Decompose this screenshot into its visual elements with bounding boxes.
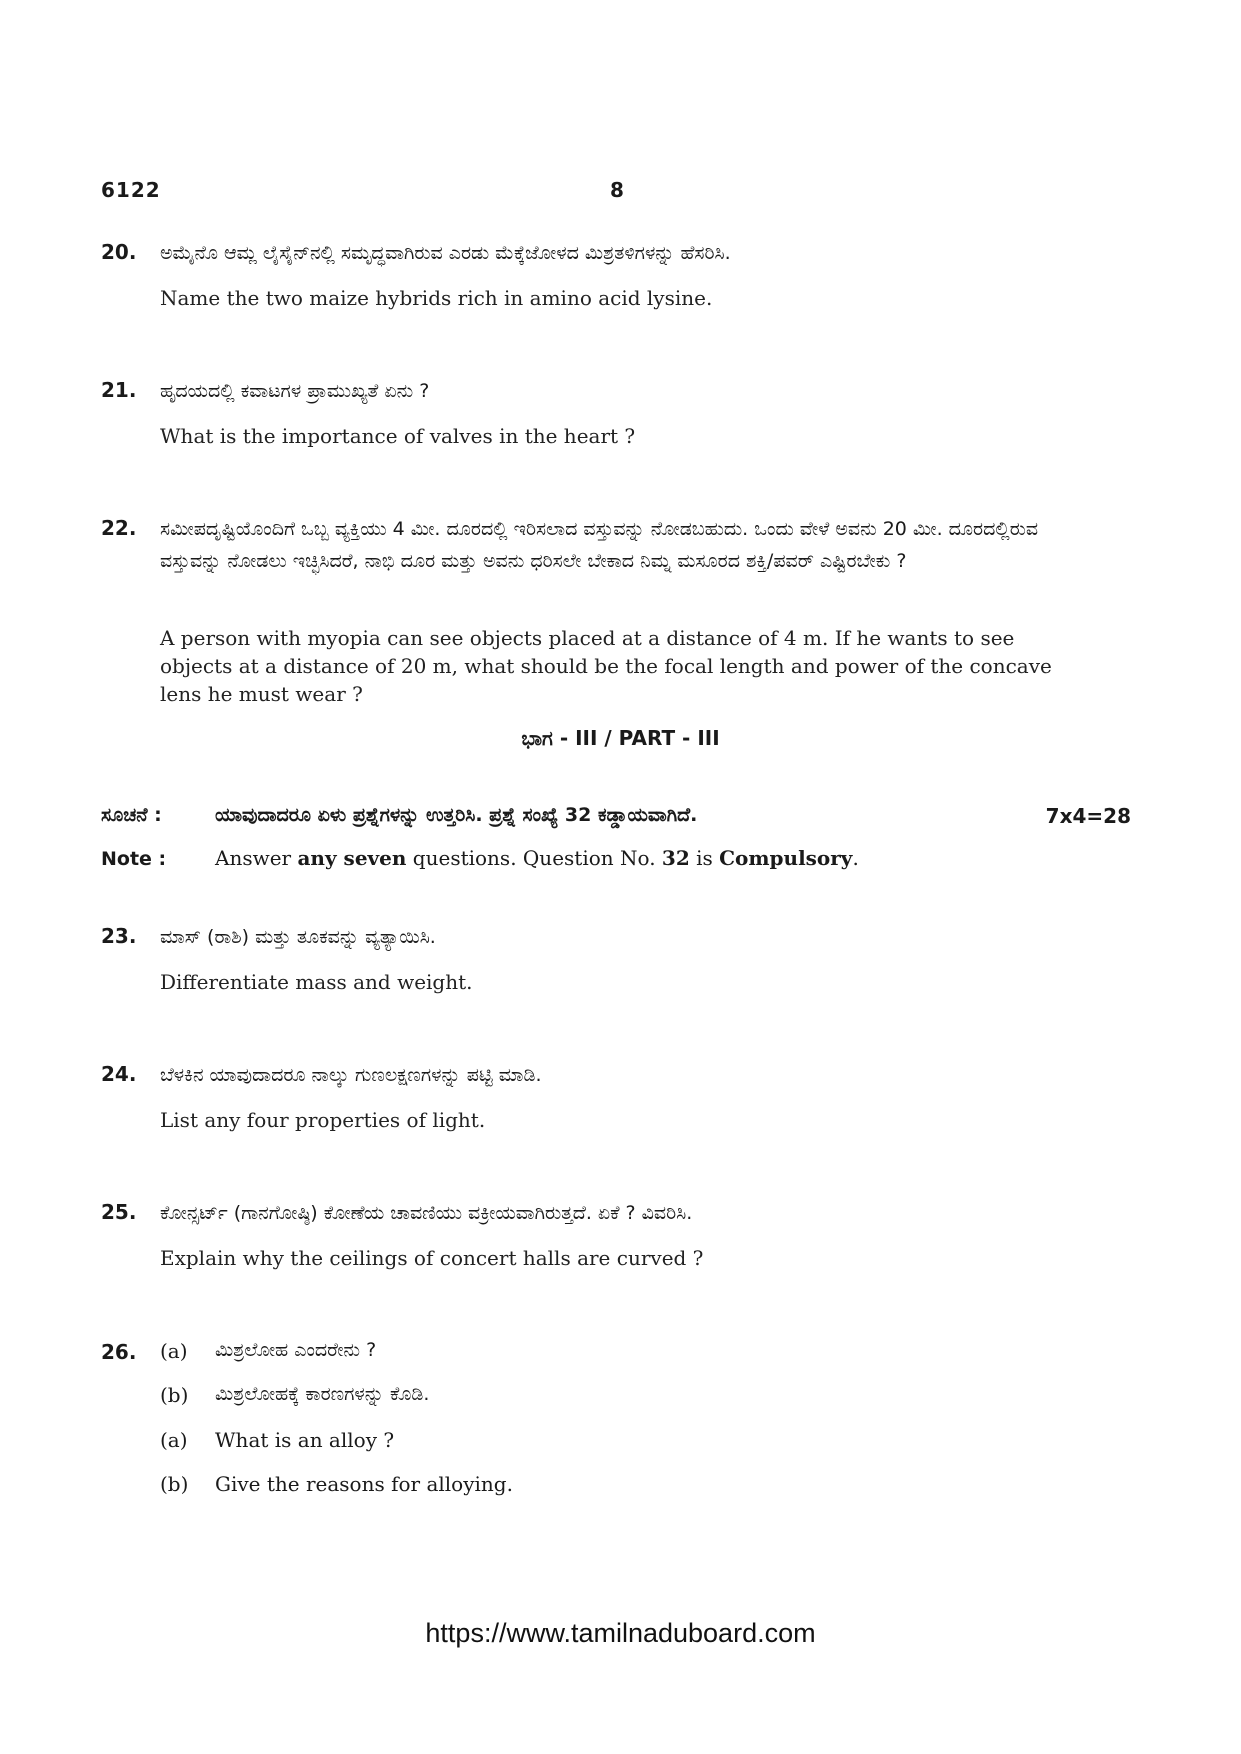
question-text-english: A person with myopia can see objects placed at a distance of 4 m. If he wants to see objects at a distance of 20 m, what should be the focal length and power of the concave lens he must wear ? [160,626,1052,706]
instruction-label-english: Note : [101,848,167,870]
instruction-kannada-pre: ಯಾವುದಾದರೂ ಏಳು ಪ್ರಶ್ನೆಗಳನ್ನು ಉತ್ತರಿಸಿ. ಪ್ರಶ್ನೆ ಸಂಖ್ಯೆ [215,804,565,826]
question-text-kannada: ಸಮೀಪದೃಷ್ಟಿಯೊಂದಿಗೆ ಒಬ್ಬ ವ್ಯಕ್ತಿಯು 4 ಮೀ. ದೂರದಲ್ಲಿ ಇರಿಸಲಾದ ವಸ್ತುವನ್ನು ನೋಡಬಹುದು. ಒಂದು ವೇಳೆ ಅವನು 20 ಮೀ. ದೂರದಲ್ಲಿರುವ ವಸ್ತುವನ್ನು ನೋಡಲು ಇಚ್ಛಿಸಿದರೆ, ನಾಭಿ ದೂರ ಮತ್ತು ಅವನು ಧರಿಸಲೇ ಬೇಕಾದ ನಿಮ್ನ ಮಸೂರದ ಶಕ್ತಿ/ಪವರ್ ಎಷ್ಟಿರಬೇಕು ? [160,518,1039,572]
subpart-label: (a) [160,1428,188,1452]
subpart-text-kannada: ಮಿಶ್ರಲೋಹ ಎಂದರೇನು ? [215,1339,377,1361]
note-is: is [689,846,720,870]
question-number: 26. [101,1340,137,1364]
note-end: . [852,846,859,870]
instruction-text-english [215,846,859,870]
paper-code: 6122 [101,178,161,202]
question-text-english: Differentiate mass and weight. [160,970,473,994]
instruction-label-kannada: ಸೂಚನೆ : [101,804,162,826]
instruction-text-kannada [215,804,697,826]
question-text-english: What is the importance of valves in the heart ? [160,424,636,448]
question-number: 20. [101,240,137,264]
instruction-kannada-post: ಕಡ್ಡಾಯವಾಗಿದೆ. [591,804,698,826]
note-answer: Answer [215,846,298,870]
marks-allocation: 7x4=28 [1045,804,1131,828]
question-number: 25. [101,1200,137,1224]
subpart-label: (b) [160,1472,189,1496]
question-text-kannada: ಹೃದಯದಲ್ಲಿ ಕವಾಟಗಳ ಪ್ರಾಮುಖ್ಯತೆ ಏನು ? [160,380,430,402]
instruction-kannada-qno: 32 [564,804,592,826]
note-compulsory: Compulsory [719,846,853,870]
subpart-label: (a) [160,1339,188,1363]
part-heading: ಭಾಗ - III / PART - III [521,726,720,750]
subpart-text-english: What is an alloy ? [215,1428,395,1452]
question-text-kannada: ಮಾಸ್ (ರಾಶಿ) ಮತ್ತು ತೂಕವನ್ನು ವ್ಯತ್ಯಾಯಿಸಿ. [160,926,436,948]
question-text-english: List any four properties of light. [160,1108,486,1132]
question-text-english: Explain why the ceilings of concert halls are curved ? [160,1246,704,1270]
question-text-kannada: ಕೋನ್ಸರ್ಟ್ (ಗಾನಗೋಷ್ಠಿ) ಕೋಣೆಯ ಚಾವಣಿಯು ವಕ್ರೀಯವಾಗಿರುತ್ತದೆ. ಏಕೆ ? ವಿವರಿಸಿ. [160,1202,693,1224]
question-text-kannada: ಬೆಳಕಿನ ಯಾವುದಾದರೂ ನಾಲ್ಕು ಗುಣಲಕ್ಷಣಗಳನ್ನು ಪಟ್ಟಿ ಮಾಡಿ. [160,1064,542,1086]
footer-url[interactable]: https://www.tamilnaduboard.com [425,1618,816,1648]
note-any-seven: any seven [297,846,407,870]
question-text-kannada: ಅಮೈನೊ ಆಮ್ಲ ಲೈಸೈನ್‌ನಲ್ಲಿ ಸಮೃದ್ಧವಾಗಿರುವ ಎರಡು ಮೆಕ್ಕೆಜೋಳದ ಮಿಶ್ರತಳಿಗಳನ್ನು ಹೆಸರಿಸಿ. [160,242,731,264]
page-number: 8 [610,178,624,202]
subpart-text-kannada: ಮಿಶ್ರಲೋಹಕ್ಕೆ ಕಾರಣಗಳನ್ನು ಕೊಡಿ. [215,1383,430,1405]
question-number: 21. [101,378,137,402]
question-number: 23. [101,924,137,948]
question-number: 22. [101,516,137,540]
question-number: 24. [101,1062,137,1086]
subpart-label: (b) [160,1383,189,1407]
question-text-english: Name the two maize hybrids rich in amino acid lysine. [160,286,713,310]
subpart-text-english: Give the reasons for alloying. [215,1472,513,1496]
note-question-number: 32 [661,846,690,870]
note-questions: questions. Question No. [406,846,662,870]
